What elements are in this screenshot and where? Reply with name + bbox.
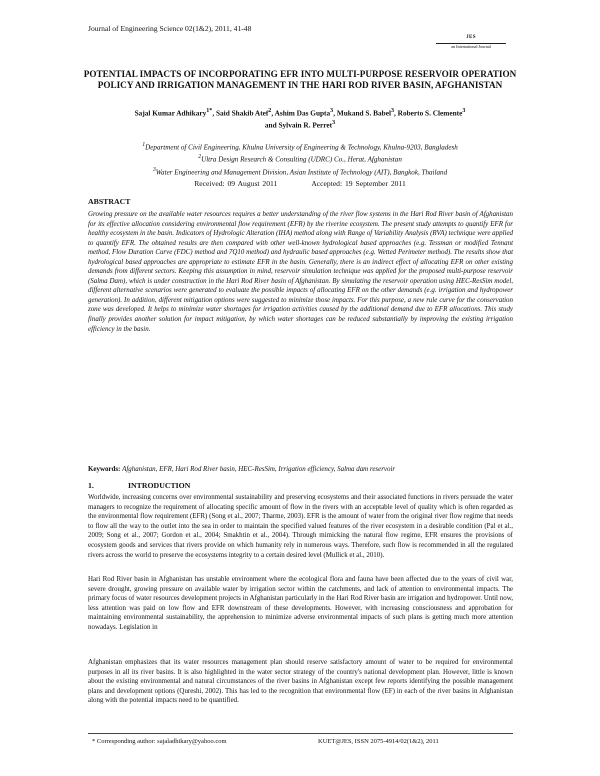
author-5-sup: 3	[462, 108, 466, 114]
accepted-date: Accepted: 19 September 2011	[311, 179, 406, 188]
keywords-label: Keywords:	[88, 465, 121, 473]
abstract-text: Growing pressure on the available water resources requires a better understanding of the river flow systems in the Hari Rod River basin of Afghanistan for its effective allocation considering environmental flow requirement (EFR) by the riverine ecosystem. The present study attempts to quantify EFR for healthy ecosystem in the basin. Indicators of Hydrologic Alteration (IHA) method along with Range of Variability Analysis (RVA) technique were applied to quantify EFR. The obtained results are then compared with other well-known hydrological based approaches (e.g. Tessman or modified Tennant method, Flow Duration Curve (FDC) method and 7Q10 method) and hydraulic based approaches (e.g. Wetted Perimeter method). The results show that hydrological based approaches are appropriate to estimate EFR in the basin. Generally, there is an indirect effect of allocating EFR on other existing demands from different sectors. Keeping this assumption in mind, reservoir simulation technique was applied for the proposed multi-purpose reservoir (Salma Dam), which is under construction in the Hari Rod River basin of Afghanistan. By simulating the reservoir operation using HEC-ResSim model, different alternative scenarios were generated to evaluate the possible impacts of allocating EFR on the other demands (e.g. irrigation and hydropower generation). In addition, different mitigation options were suggested to minimize those impacts. For this purpose, a new rule curve for the conservation zone was developed. It helps to minimize water shortages for irrigation activities caused by the additional demand due to EFR allocations. This study finally provides another solution for impact mitigation, by which water shortages can be reduced substantially by improving the existing irrigation efficiency in the basin.	[88, 210, 513, 333]
logo-subtitle: an International Journal	[451, 44, 491, 49]
paragraph-3: Afghanistan emphasizes that its water resources management plan should reserve satisfactory amount of water to be required for environmental purposes in all its river basins. It is also highlighted in the water sector strategy of the country's national development plan. However, little is known about the existing environmental and natural circumstances of the river basins in Afghanistan except few reports identifying the possible management plans and development options (Qureshi, 2002). This has led to the recognition that environmental flow (EF) in each of the river basins in Afghanistan along with the potential impacts need to be quantified.	[88, 658, 513, 705]
author-3: , Ashim Das Gupta	[271, 108, 331, 118]
article-dates	[80, 179, 520, 188]
paragraph-2: Hari Rod River basin in Afghanistan has unstable environment where the ecological flora and fauna have been affected due to the years of civil war, severe drought, growing pressure on available water by irrigation sector within the catchments, and lack of attention to environmental impacts. The primary focus of water resources development projects in Afghanistan particularly in the Hari Rod River basin are irrigation and hydropower. Until now, less attention was paid on low flow and EFR downstream of these developments. However, with increasing consciousness and approbation for maintaining environmental sustainability, the apprehension to minimize adverse environmental impacts of such plans is getting much more attention nowadays. Legislation in	[88, 575, 513, 631]
affiliation-2-text: Ultra Design Research & Consulting (UDRC) Co., Herat, Afghanistan	[201, 155, 402, 164]
author-1: Sajal Kumar Adhikary	[134, 108, 207, 118]
author-list	[80, 106, 520, 131]
section-heading-introduction	[88, 481, 190, 490]
paragraph-1: Worldwide, increasing concerns over environmental sustainability and preserving ecosystems and their associated functions in rivers persuade the water managers to recognize the requirement of allocating specific amount of flow in the rivers with an acceptable level of quality which is often regarded as the environmental flow requirement (EFR) (Song et al., 2007; Tharme, 2003). EFR is the amount of water from the original river flow regime that needs to flow all the way to the outlet into the sea in order to maintain the specified valued features of the river ecosystem in a desirable condition (Pal et al., 2009; Song et al., 2007; Gordon et al., 2004; Smakhtin et al., 2004). Through mimicking the natural flow regime, EFR ensures the provisions of ecosystem goods and services that rivers provide on which humanity rely in numerous ways. Therefore, such flow is recommended in all the regulated rivers across the world to preserve the ecosystems integrity to a certain desired level (Mullick et al., 2010).	[88, 493, 513, 559]
paper-title: POTENTIAL IMPACTS OF INCORPORATING EFR INTO MULTI-PURPOSE RESERVOIR OPERATION POLICY AND IRRIGATION MANAGEMENT IN THE HARI ROD RIVER BASIN, AFGHANISTAN	[83, 69, 517, 91]
affiliation-3	[80, 165, 520, 177]
author-4-sup: 3	[390, 108, 395, 114]
journal-logo	[436, 35, 506, 49]
affiliation-1-sup: 1	[142, 142, 146, 148]
author-3-sup: 3	[330, 108, 334, 114]
author-2: , Said Shakib Atef	[212, 108, 269, 118]
author-6: and Sylvain R. Perret	[264, 120, 333, 130]
footer-divider	[88, 733, 513, 734]
corresponding-author: * Corresponding author: sajaladhikary@yahoo.com	[92, 738, 227, 745]
journal-header: Journal of Engineering Science 02(1&2), 2011, 41-48	[88, 24, 252, 33]
section-title: INTRODUCTION	[128, 481, 191, 490]
affiliation-1	[80, 140, 520, 152]
section-number: 1.	[88, 481, 94, 490]
author-6-sup: 3	[332, 120, 336, 127]
author-2-sup: 2	[268, 108, 272, 114]
keywords-text: Afghanistan, EFR, Hari Rod River basin, HEC-ResSim, Irrigation efficiency, Salma dam reservoir	[122, 465, 396, 473]
logo-abbreviation: JES	[466, 35, 476, 40]
author-1-sup: 1*	[206, 108, 213, 114]
affiliation-3-text: Water Engineering and Management Division, Asian Institute of Technology (AIT), Bangkok, Thailand	[155, 168, 448, 177]
received-date: Received: 09 August 2011	[194, 179, 278, 188]
abstract-heading: ABSTRACT	[88, 197, 131, 206]
affiliation-2-sup: 2	[198, 154, 202, 161]
author-5: , Roberto S. Clemente	[394, 108, 463, 118]
affiliation-2	[80, 152, 520, 164]
keywords	[88, 465, 513, 474]
footer-citation: KUET@JES, ISSN 2075-4914/02(1&2), 2011	[318, 738, 439, 745]
affiliation-3-sup: 3	[152, 166, 156, 173]
affiliations	[80, 140, 520, 177]
affiliation-1-text: Department of Civil Engineering, Khulna University of Engineering & Technology, Khulna-9203, Bangladesh	[145, 143, 458, 152]
author-4: , Mukand S. Babel	[333, 108, 391, 118]
